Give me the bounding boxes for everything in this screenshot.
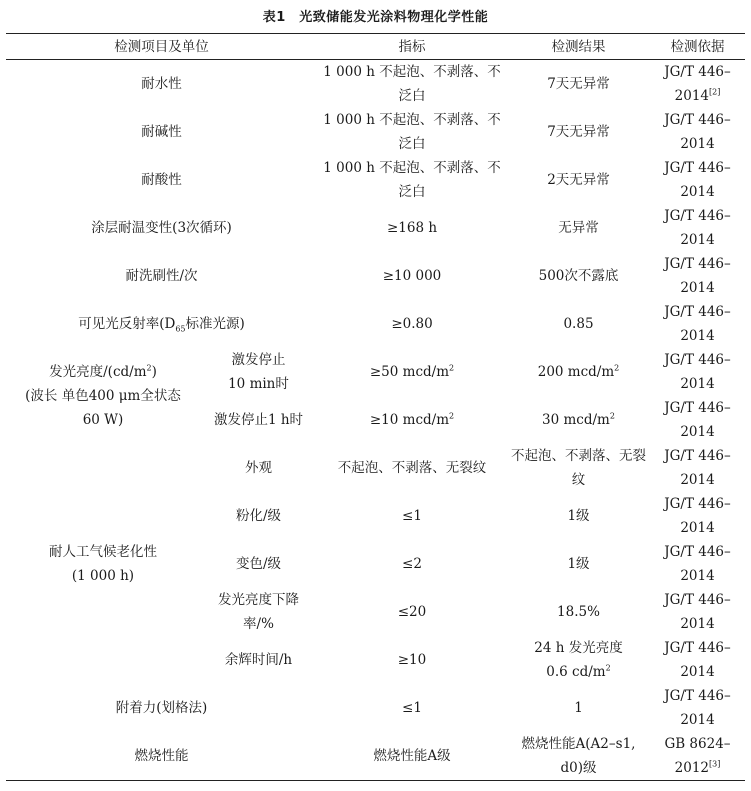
result-cell: 0.85: [563, 316, 594, 332]
result-cell: 1: [574, 700, 583, 716]
header-index: 指标: [317, 34, 507, 60]
basis-cell: JG/T 446– 2014: [664, 112, 731, 152]
basis-cell: JG/T 446– 2014: [664, 352, 731, 392]
subitem-cell: 激发停止1 h时: [213, 412, 304, 428]
basis-cell: JG/T 446– 2014: [664, 496, 731, 536]
result-cell: 24 h 发光亮度 0.6 $cd/m^2$: [534, 640, 623, 680]
result-cell: 7天无异常: [547, 124, 610, 140]
basis-cell: JG/T 446– 2014: [664, 448, 731, 488]
table-row: [6, 108, 745, 156]
item-cell: 燃烧性能: [6, 732, 317, 781]
table-row: [6, 732, 745, 781]
item-cell: 附着力(划格法): [115, 700, 208, 716]
subitem-cell: 粉化/级: [235, 508, 282, 524]
basis-cell: JG/T 446– 2014: [664, 688, 731, 728]
index-cell: ≤1: [402, 700, 422, 716]
index-cell: ≥10 mcd/$m^2$: [369, 411, 455, 428]
table-row: [6, 300, 745, 348]
table-row: [6, 348, 745, 396]
index-cell: 1 000 h 不起泡、不剥落、不 泛白: [323, 160, 501, 200]
subitem-cell: 激发停止 10 min时: [228, 352, 289, 392]
basis-cell: JG/T 446– 2014: [664, 400, 731, 440]
result-cell: 30 mcd/$m^2$: [542, 411, 615, 428]
item-cell: 耐洗刷性/次: [125, 268, 198, 284]
table-row: [6, 444, 745, 492]
table-row: [6, 252, 745, 300]
table-title: 表1 光致储能发光涂料物理化学性能: [262, 10, 489, 25]
result-cell: 无异常: [558, 220, 599, 236]
result-cell: 1级: [567, 556, 590, 572]
basis-cell: JG/T 446– 2014: [664, 640, 731, 680]
index-cell: ≥10 000: [382, 268, 442, 284]
index-cell: ≥0.80: [391, 316, 433, 332]
basis-cell: JG/T 446– 2014: [664, 160, 731, 200]
subitem-cell: 外观: [245, 460, 272, 476]
result-cell: 不起泡、不剥落、无裂 纹: [511, 448, 646, 488]
header-row: [6, 34, 745, 60]
properties-table: [6, 33, 745, 781]
result-cell: 500次不露底: [538, 268, 619, 284]
table-row: [6, 156, 745, 204]
index-cell: ≤2: [402, 556, 422, 572]
item-cell: 耐水性: [141, 76, 182, 92]
item-cell: 可见光反射率($D_{65}$标准光源): [78, 316, 245, 334]
result-cell: 燃烧性能A(A2–s1, d0)级: [507, 732, 650, 781]
index-cell: 燃烧性能A级: [317, 732, 507, 781]
index-cell: ≥10: [397, 652, 427, 668]
basis-cell: JG/T 446– 2014: [664, 208, 731, 248]
subitem-cell: 余辉时间/h: [224, 652, 293, 668]
table-row: [6, 60, 745, 109]
table-row: [6, 684, 745, 732]
subitem-cell: 发光亮度下降 率/%: [218, 592, 299, 632]
subitem-cell: 变色/级: [235, 556, 282, 572]
basis-cell: GB 8624– 2012[3]: [650, 732, 745, 781]
result-cell: 2天无异常: [547, 172, 610, 188]
header-basis: 检测依据: [650, 34, 745, 60]
header-result: 检测结果: [507, 34, 650, 60]
index-cell: ≤20: [397, 604, 427, 620]
index-cell: ≥168 h: [386, 220, 438, 236]
index-cell: ≤1: [402, 508, 422, 524]
item-cell: 耐碱性: [141, 124, 182, 140]
index-cell: 不起泡、不剥落、无裂纹: [337, 460, 487, 476]
basis-cell: JG/T 446– 2014: [664, 256, 731, 296]
basis-cell: JG/T 446– 2014: [664, 592, 731, 632]
item-cell: 耐人工气候老化性 (1 000 h): [49, 544, 157, 584]
basis-cell: JG/T 446– 2014: [664, 304, 731, 344]
basis-cell: JG/T 446– 2014[2]: [664, 64, 731, 104]
result-cell: 200 mcd/$m^2$: [537, 363, 620, 380]
index-cell: ≥50 mcd/$m^2$: [369, 363, 455, 380]
basis-cell: JG/T 446– 2014: [664, 544, 731, 584]
table-row: [6, 204, 745, 252]
index-cell: 1 000 h 不起泡、不剥落、不 泛白: [323, 64, 501, 104]
result-cell: 18.5%: [557, 604, 600, 620]
result-cell: 7天无异常: [547, 76, 610, 92]
header-item: 检测项目及单位: [6, 34, 317, 60]
item-cell: 发光亮度$/(cd/m^2)$ (波长 单色400 μm全状态 60 W): [25, 363, 181, 428]
item-cell: 耐酸性: [141, 172, 182, 188]
item-cell: 涂层耐温变性(3次循环): [91, 220, 232, 236]
result-cell: 1级: [567, 508, 590, 524]
index-cell: 1 000 h 不起泡、不剥落、不 泛白: [323, 112, 501, 152]
